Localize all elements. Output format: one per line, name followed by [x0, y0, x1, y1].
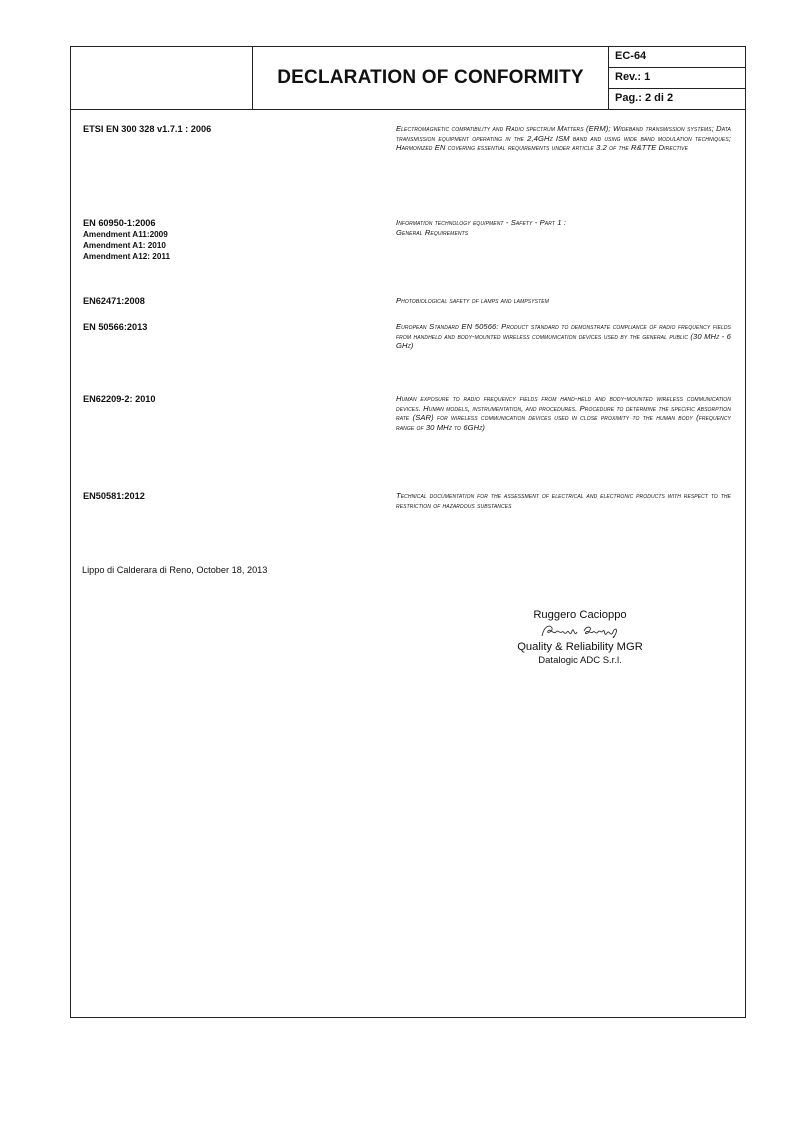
standard-description: Electromagnetic compatibility and Radio spectrum Matters (ERM); Wideband transmission systems; Data transmission equipment operating in the 2,4GHz ISM band and using wide band modulation techniques; Harmonized EN covering essential requirements under article 3.2 of the R&TTE Directive [396, 124, 731, 153]
standard-description: European Standard EN 50566: Product standard to demonstrate compliance of radio frequency fields from handheld and body-mounted wireless communication devices used by the general public (30 MHz - 6 GHz) [396, 322, 731, 351]
amendment: Amendment A1: 2010 [83, 241, 166, 250]
company-name: Datalogic ADC S.r.l. [538, 655, 622, 666]
standard-ref: EN62209-2: 2010 [83, 394, 156, 404]
standard-description: Photobiological safety of lamps and lampsystem [396, 296, 549, 305]
amendment: Amendment A11:2009 [83, 230, 168, 239]
standard-ref: EN50581:2012 [83, 491, 145, 501]
signatory-role: Quality & Reliability MGR [517, 641, 643, 653]
page-number: Pag.: 2 di 2 [615, 92, 674, 104]
document-header [71, 47, 745, 110]
handwritten-signature [480, 622, 680, 640]
place-date: Lippo di Calderara di Reno, October 18, 2013 [82, 565, 268, 575]
standard-ref: EN62471:2008 [83, 296, 145, 306]
header-title-cell [253, 47, 609, 109]
declaration-page [70, 46, 746, 1018]
doc-code: EC-64 [609, 47, 745, 68]
signature-icon [480, 622, 680, 640]
standard-ref: EN 50566:2013 [83, 322, 148, 332]
revision: Rev.: 1 [609, 68, 745, 89]
standard-ref: ETSI EN 300 328 v1.7.1 : 2006 [83, 124, 212, 134]
standard-description: Human exposure to radio frequency fields from hand-held and body-mounted wireless communication devices. Human models, instrumentation, and procedures. Procedure to determine the specific absorption rate (SAR) for wireless communication devices used in close proximity to the human body (frequency range of 30 MHz to 6GHz) [396, 394, 731, 432]
header-logo-cell [71, 47, 253, 109]
standard-description: Technical documentation for the assessment of electrical and electronic products with respect to the restriction of hazardous substances [396, 491, 731, 510]
document-title: DECLARATION OF CONFORMITY [277, 67, 584, 88]
signatory-name: Ruggero Cacioppo [533, 609, 627, 621]
header-info-cell [609, 47, 745, 109]
standard-ref: EN 60950-1:2006 [83, 218, 156, 228]
standard-description: Information technology equipment - Safety - Part 1 : General Requirements [396, 218, 566, 237]
standard-ref-block [83, 218, 383, 262]
amendment: Amendment A12: 2011 [83, 252, 171, 261]
